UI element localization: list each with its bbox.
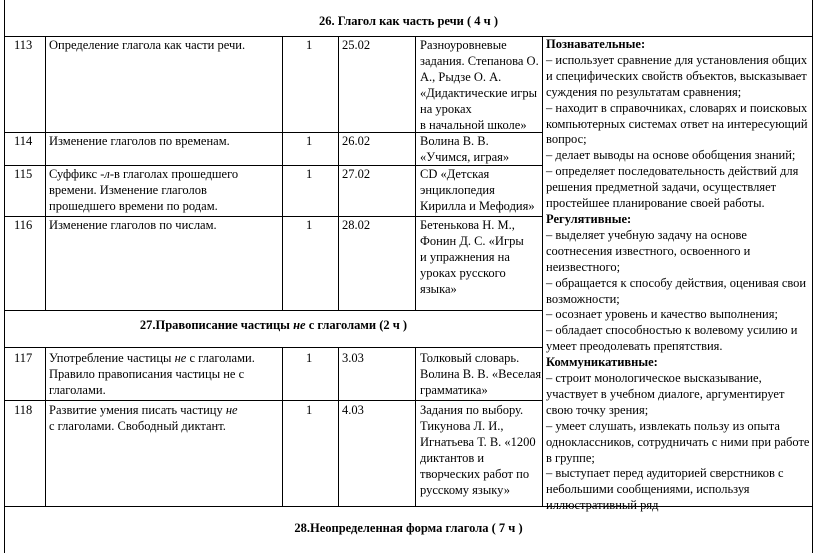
vline-topic	[282, 36, 283, 310]
hline-section27	[4, 347, 542, 348]
row-materials: CD «Детская энциклопедия Кирилла и Мефодия»	[420, 167, 535, 213]
uud-communicative-heading: Коммуникативные:	[546, 355, 658, 370]
hline-row116	[4, 310, 542, 311]
vline-hours	[338, 36, 339, 310]
uud-cognitive-heading: Познавательные:	[546, 37, 646, 51]
row-hours: 1	[306, 134, 313, 148]
row-hours: 1	[306, 167, 313, 181]
row-number: 115	[14, 167, 33, 181]
vline-num-lower	[45, 347, 46, 506]
row-date: 3.03	[342, 351, 364, 365]
vline-date	[415, 36, 416, 310]
row-date: 28.02	[342, 218, 371, 232]
vline-topic-lower	[282, 347, 283, 506]
row-topic: Определение глагола как части речи.	[49, 38, 246, 52]
row-materials: Задания по выбору. Тикунова Л. И., Игнатьева Т. В. «1200 диктантов и творческих работ по русскому языку»	[420, 403, 536, 497]
row-hours: 1	[306, 38, 313, 52]
row-hours: 1	[306, 403, 313, 417]
row-materials: Бетенькова Н. М., Фонин Д. С. «Игры и упражнения на уроках русского языка»	[420, 218, 524, 296]
row-date: 27.02	[342, 167, 371, 181]
row-topic: Изменение глаголов по временам.	[49, 134, 230, 148]
row-materials: Волина В. В. «Учимся, играя»	[420, 134, 510, 164]
row-hours: 1	[306, 218, 313, 232]
section-heading-27: 27.Правописание частицы не с глаголами (2 ч )	[139, 318, 408, 332]
row-number: 118	[14, 403, 33, 417]
border-right	[812, 0, 813, 553]
row-materials: Толковый словарь. Волина В. В. «Веселая грамматика»	[420, 351, 542, 397]
vline-hours-lower	[338, 347, 339, 506]
uud-regulatory-heading: Регулятивные:	[546, 211, 632, 226]
vline-date-lower	[415, 347, 416, 506]
vline-materials	[542, 36, 543, 506]
row-topic: Развитие умения писать частицу не с глаголами. Свободный диктант.	[49, 403, 238, 433]
border-left	[4, 0, 5, 553]
uud-column: Познавательные: – использует сравнение для установления общих и специфических свойств объектов, высказывает суждения по результатам сравнения; – находит в справочниках, словарях и поисковых компьютерных системах ответ на интересующий вопрос; – делает выводы на основе обобщения знаний; – определяет последовательность действий для решения предметной задачи, осуществляет простейшее планирование своей работы. Регулятивные: – выделяет учебную задачу на основе соотнесения известного, освоенного и неизвестного; – обращается к способу действия, оценивая свои возможности; – осознает уровень и качество выполнения; – обладает способностью к волевому усилию и умеет преодолевать препятствия. Коммуникативные: – строит монологическое высказывание, участвует в учебном диалоге, аргументирует свою точку зрения; – умеет слушать, извлекать пользу из опыта одноклассников, сотрудничать с ними при работе в группе; – выступает перед аудиторией сверстников с небольшими сообщениями, используя иллюстративный ряд	[546, 37, 810, 513]
row-number: 113	[14, 38, 33, 52]
row-number: 116	[14, 218, 33, 232]
row-hours: 1	[306, 351, 313, 365]
hline-row117	[4, 400, 542, 401]
row-materials: Разноуровневые задания. Степанова О. А., Рыдзе О. А. «Дидактические игры на уроках в начальной школе»	[420, 38, 539, 132]
row-number: 114	[14, 134, 33, 148]
section-heading-28: 28.Неопределенная форма глагола ( 7 ч )	[294, 521, 523, 535]
row-date: 26.02	[342, 134, 371, 148]
row-topic: Суффикс -л-в глаголах прошедшего времени. Изменение глаголов прошедшего времени по родам.	[49, 167, 239, 213]
row-topic: Изменение глаголов по числам.	[49, 218, 217, 232]
row-number: 117	[14, 351, 33, 365]
row-date: 4.03	[342, 403, 364, 417]
row-topic: Употребление частицы не с глаголами. Правило правописания частицы не с глаголами.	[49, 351, 255, 397]
vline-num	[45, 36, 46, 310]
section-heading-26: 26. Глагол как часть речи ( 4 ч )	[318, 14, 499, 28]
row-date: 25.02	[342, 38, 371, 52]
